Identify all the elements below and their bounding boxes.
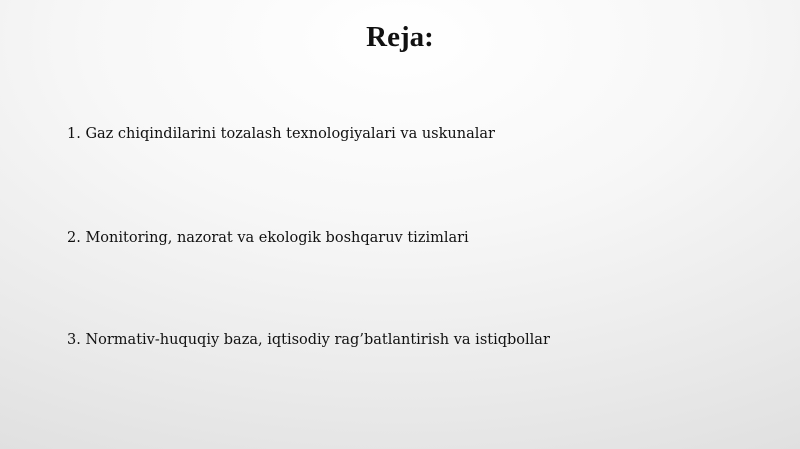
agenda-item-number: 3.: [67, 332, 81, 348]
agenda-item-number: 1.: [67, 126, 81, 142]
slide-title: Reja:: [366, 21, 434, 53]
agenda-item: [67, 124, 495, 144]
agenda-item-text: Normativ-huquqiy baza, iqtisodiy rag’batlantirish va istiqbollar: [85, 332, 550, 348]
agenda-item-number: 2.: [67, 230, 81, 246]
agenda-item-text: Monitoring, nazorat va ekologik boshqaruv tizimlari: [85, 230, 469, 246]
agenda-item: [67, 228, 469, 248]
agenda-item-text: Gaz chiqindilarini tozalash texnologiyalari va uskunalar: [85, 126, 495, 142]
agenda-item: [67, 330, 550, 350]
